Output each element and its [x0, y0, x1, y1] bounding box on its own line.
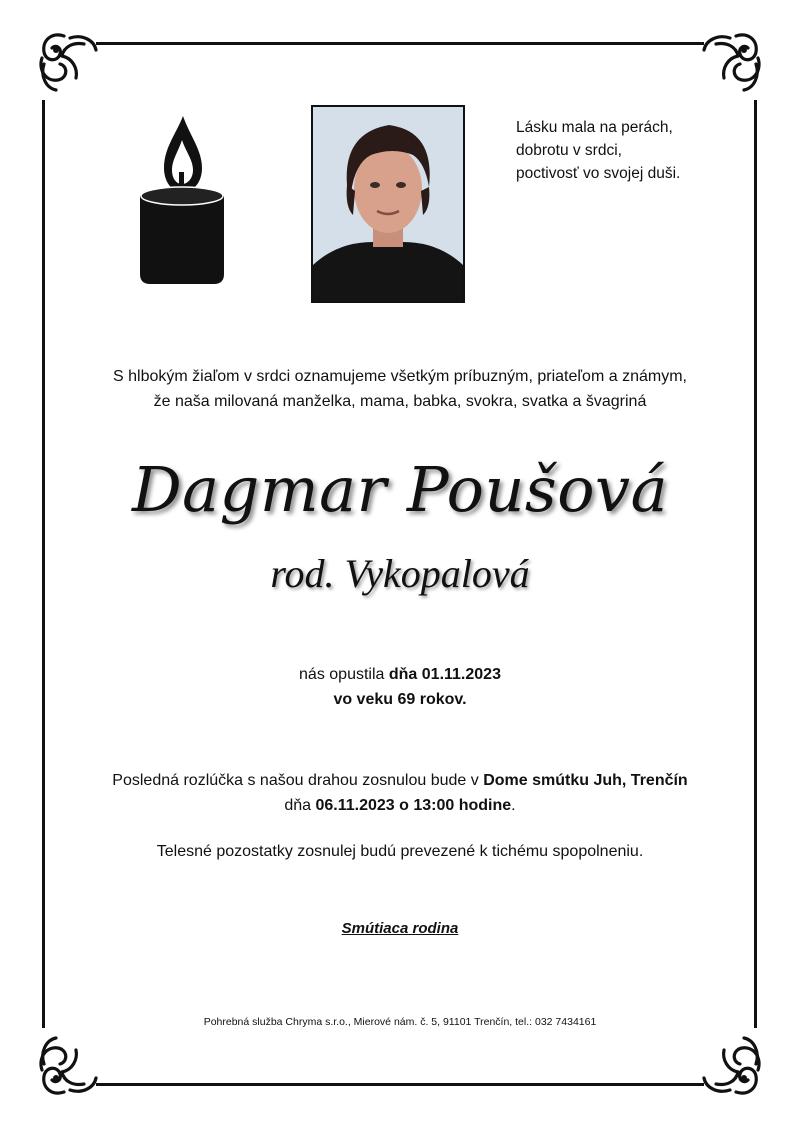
death-date-line — [0, 662, 800, 687]
funeral-datetime: 06.11.2023 o 13:00 hodine — [315, 797, 512, 814]
death-info — [0, 662, 800, 712]
frame-bottom-line — [96, 1083, 704, 1086]
announcement-line: že naša milovaná manželka, mama, babka, svokra, svatka a švagriná — [153, 393, 647, 410]
death-prefix: nás opustila — [299, 666, 389, 683]
funeral-prefix: Posledná rozlúčka s našou drahou zosnulou bude v — [112, 772, 484, 789]
funeral-suffix: . — [511, 797, 516, 814]
corner-ornament-icon — [34, 28, 104, 98]
portrait-image — [313, 107, 463, 301]
funeral-place-line — [0, 768, 800, 793]
funeral-info — [0, 768, 800, 818]
quote-line: poctivosť vo svojej duši. — [516, 165, 681, 182]
deceased-name: Dagmar Poušová — [131, 453, 669, 526]
corner-ornament-icon — [696, 28, 766, 98]
corner-ornament-icon — [696, 1030, 766, 1100]
quote-line: dobrotu v srdci, — [516, 142, 622, 159]
portrait-photo — [311, 105, 465, 303]
announcement-line: S hlbokým žiaľom v srdci oznamujeme všetkým príbuzným, priateľom a známym, — [113, 368, 687, 385]
quote-line: Lásku mala na perách, — [516, 119, 673, 136]
funeral-time-line — [0, 793, 800, 818]
epitaph-quote — [516, 116, 746, 185]
remains-note: Telesné pozostatky zosnulej budú prevezené k tichému spopolneniu. — [156, 843, 644, 860]
frame-top-line — [96, 42, 704, 45]
funeral-service-footer: Pohrebná služba Chryma s.r.o., Mierové nám. č. 5, 91101 Trenčín, tel.: 032 7434161 — [203, 1016, 597, 1028]
death-age-line — [0, 687, 800, 712]
funeral-place: Dome smútku Juh, Trenčín — [483, 772, 688, 789]
announcement-text — [0, 364, 800, 414]
corner-ornament-icon — [34, 1030, 104, 1100]
maiden-name: rod. Vykopalová — [270, 551, 530, 596]
funeral-date-prefix: dňa — [284, 797, 316, 814]
death-date: dňa 01.11.2023 — [388, 666, 501, 683]
death-age: vo veku 69 rokov. — [333, 691, 467, 708]
family-signature: Smútiaca rodina — [341, 920, 459, 937]
candle-icon — [136, 112, 228, 288]
